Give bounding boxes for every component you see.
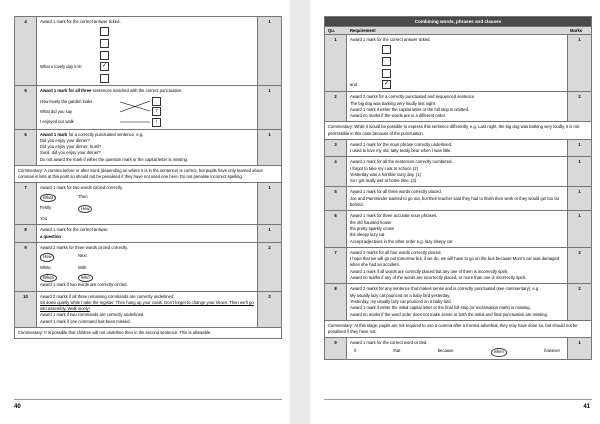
table-row: 6 Award 1 mark for a correctly punctuated sentence, e.g. Did you enjoy your dinner? Did you enjoy your dinner, Sunil? Sunil, did you enjoy your dinner? Do not award the mark if either the question mark or the capital letter is missing. 1 <box>14 130 282 166</box>
left-mark-table <box>14 16 282 339</box>
tick-box <box>100 74 109 83</box>
tick-box <box>100 51 109 60</box>
sentence-text: What a lovely day it is! <box>40 63 82 69</box>
table-row: 5 Award 1 mark for all three words correctly placed. Joe and Pamminder wanted to go out, but their teacher said they had to finish their work or they would get too far behind. 1 <box>324 187 592 211</box>
commentary: Commentary: At this stage, pupils are not required to use a comma after a fronted adverbial, they may have done so, but should not be penalised if they have not. <box>324 321 592 338</box>
tick-box <box>382 69 391 78</box>
tick-box <box>100 39 109 48</box>
table-header: Qu. Requirement Marks <box>324 26 592 35</box>
table-row: 1 Award 1 mark for the correct answer ticked. and ✓ 1 <box>324 35 592 92</box>
tick-box-checked: ✓ <box>383 81 390 88</box>
table-row: 8 Award 2 marks for any sentence that makes sense and is correctly punctuated (see commentary), e.g. My usually lazy cat pounced on a baby bird yesterday. Yesterday, my usually lazy cat pounced on a baby bird. Award 1 mark if either the initial capital letter or the final full stop (or exclamation mark) is missing. Award no marks if the word order does not make sense or both the initial and final punctuation are missing. 2 <box>324 284 592 320</box>
right-mark-table <box>324 16 592 360</box>
page-number: 40 <box>14 404 21 410</box>
footer-rule <box>324 399 592 400</box>
tick-box <box>382 45 391 54</box>
table-row: 9 Award 1 mark for the correct word circled. if that because when however 1 <box>324 338 592 360</box>
table-row: 9 Award 2 marks for three words circled correctly. How Next White With When Who Award 1 mark if two words are correctly circled. 2 <box>14 243 282 291</box>
table-row: 5 Award 1 mark for all three sentences matched with the correct punctuation. How lovely the garden looks What did you say I enjoyed our walk . ? ! 1 <box>14 86 282 129</box>
table-row: 10 Award 2 marks if all three remaining commands are correctly underlined. Sit down quietly while I take the register. Then hang up your coats. Don't forget to change your shoes. Then we'll go into assembly. Walk nicely! Award 1 mark if two commands are correctly underlined. Award 1 mark if one command has been missed. 2 <box>14 292 282 328</box>
table-row: 4 Award 1 mark for the correct answer ticked. What a lovely day it is! ✓ 1 <box>14 16 282 86</box>
page-number: 41 <box>583 404 590 410</box>
tick-box-checked: ✓ <box>101 63 108 70</box>
right-page <box>310 0 600 424</box>
tick-box <box>100 27 109 36</box>
commentary: Commentary: A comma before or after Sunil (depending on where it is in the sentence) is correct, but pupils have only learned about commas in lists at this point so should not be penalised if they have not used one here. Do not penalise incorrect spelling. <box>14 166 282 183</box>
table-row: 8 Award 1 mark for the correct answer. a question 1 <box>14 225 282 243</box>
footer-rule <box>14 399 282 400</box>
requirement-text: Award 1 mark for the correct answer ticked. <box>40 19 121 24</box>
table-row: 4 Award 1 mark for all the sentences correctly numbered. I forgot to take my coat to school. (2) Yesterday was a horrible rainy day. (1) So I got really wet at home time. (3) 1 <box>324 157 592 187</box>
commentary: Commentary: While it would be possible to express this sentence differently, e.g. Last night, the big dog was barking very loudly, it is not permissible in this case because of the punctuation. <box>324 122 592 139</box>
tick-box <box>382 57 391 66</box>
section-title: Combining words, phrases and clauses <box>324 16 592 26</box>
table-row: 7 Award 2 marks for all four words correctly placed. I hope that we will go out tomorrow but, if we do, we will have to go on the bus because Mum's car was damaged when she had an accident. Award 1 mark if all words are correctly placed but any one of them is incorrectly spelt. Award no marks if any of the words are incorrectly placed, or more than one is incorrectly spelt. 2 <box>324 248 592 284</box>
table-row: 2 Award 2 marks for a correctly punctuated and sequenced sentence. The big dog was barking very loudly last night. Award 1 mark if either the capital letter or the full stop is omitted. Award no marks if the words are in a different order. 2 <box>324 92 592 122</box>
table-row: 3 Award 1 mark for the noun phrase correctly underlined. I used to love my old, tatty teddy bear when I was little. 1 <box>324 140 592 158</box>
commentary: Commentary: It is possible that children will not underline then in the second sentence. This is allowable. <box>14 328 282 339</box>
table-row: 7 Award 1 mark for two words circled correctly. What Then Firstly How You 1 <box>14 183 282 225</box>
table-row: 6 Award 1 mark for three accurate noun phrases. the old haunted house the pretty sparkly crown the sleepy lazy cat Accept adjectives in the other order e.g. lazy sleepy cat 1 <box>324 211 592 247</box>
left-page <box>0 0 290 424</box>
